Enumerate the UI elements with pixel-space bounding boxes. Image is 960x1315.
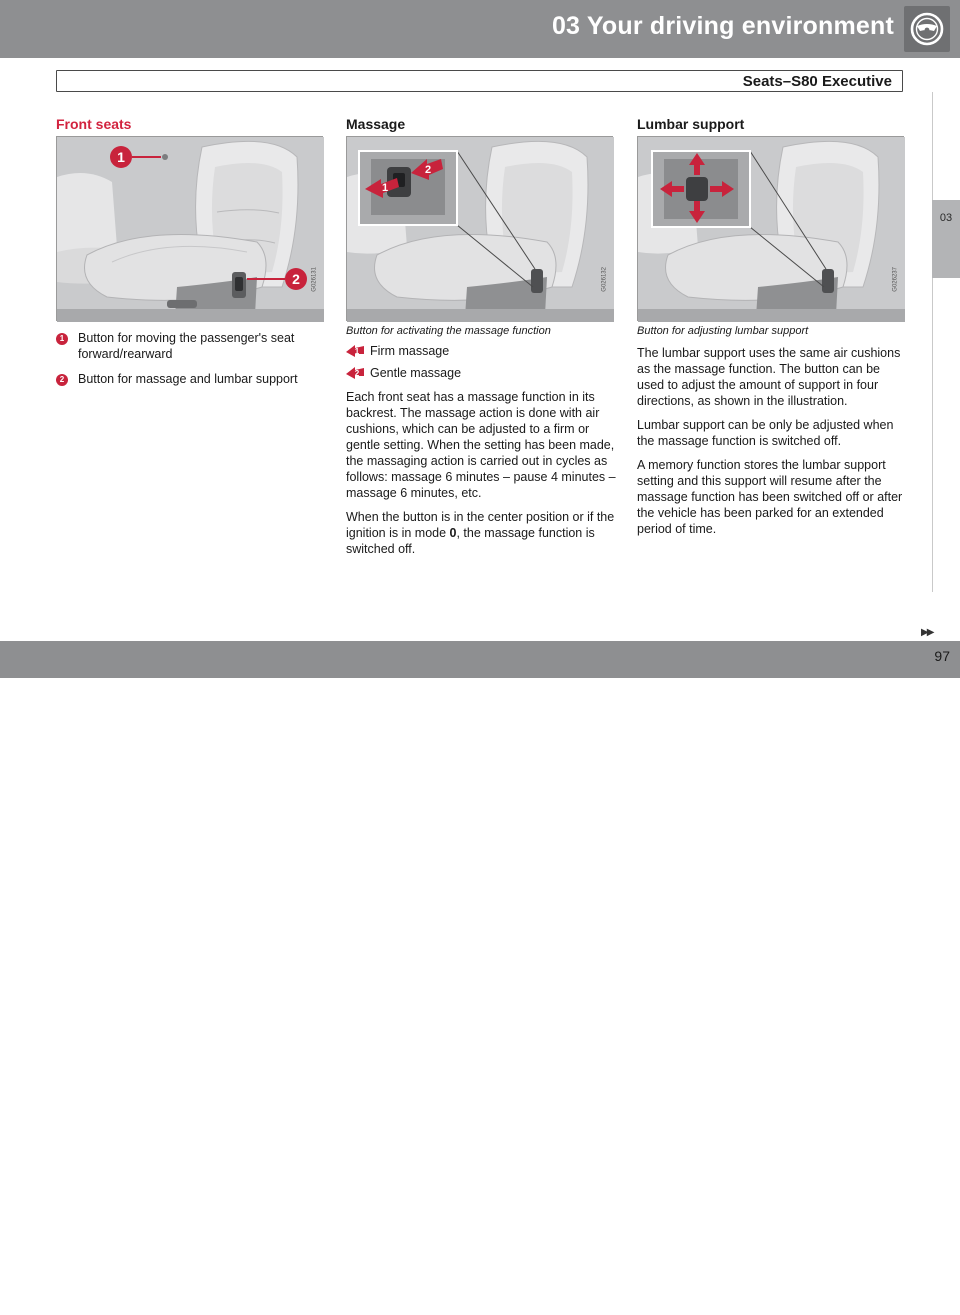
item-text: Gentle massage xyxy=(370,366,462,380)
arrow-badge-icon xyxy=(346,366,364,380)
list-item xyxy=(56,371,326,387)
page-number: 97 xyxy=(934,648,950,664)
item-text: Firm massage xyxy=(370,344,450,358)
section-frame xyxy=(56,70,903,92)
callout-1: 1 xyxy=(381,182,389,194)
massage-paragraph-1: Each front seat has a massage function in its backrest. The massage action is done with air cushions, which can be adjusted to a firm or gentle setting. When the setting has been made, the massaging action is carried out in cycles as follows: massage 6 minutes – pause 4 minutes – massage 6 minutes, etc. xyxy=(346,390,616,500)
list-item xyxy=(346,365,616,381)
lumbar-figure xyxy=(637,136,904,321)
lumbar-caption: Button for adjusting lumbar support xyxy=(637,325,809,337)
chapter-tab[interactable] xyxy=(932,200,960,278)
front-seats-figure xyxy=(56,136,323,321)
chapter-title: 03 Your driving environment xyxy=(551,12,894,40)
ignition-mode: 0 xyxy=(449,526,457,540)
lumbar-paragraph-3: A memory function stores the lumbar support setting and this support will resume after the massage function has been switched off or after the vehicle has been parked for an extended period of time. xyxy=(637,458,903,536)
lumbar-paragraph-2: Lumbar support can be only be adjusted when the massage function is switched off. xyxy=(637,418,894,448)
callout-2: 2 xyxy=(424,164,432,176)
massage-illustration xyxy=(347,137,614,322)
svg-text:2: 2 xyxy=(354,369,360,378)
svg-text:1: 1 xyxy=(354,347,360,356)
massage-column xyxy=(346,116,616,557)
figure-code: G026237 xyxy=(893,267,899,292)
front-seats-heading: Front seats xyxy=(56,116,132,132)
section-title: Seats–S80 Executive xyxy=(742,73,892,90)
massage-paragraph-2: When the button is in the center position or if the ignition is in mode 0, the massage function is switched off. xyxy=(346,510,615,556)
number-badge: 1 xyxy=(56,333,68,345)
massage-figure xyxy=(346,136,613,321)
next-page-icon[interactable]: ▶▶ xyxy=(921,627,933,638)
front-seat-illustration xyxy=(57,137,324,322)
callout-1: 1 xyxy=(117,149,125,165)
lumbar-heading: Lumbar support xyxy=(637,116,745,132)
side-divider xyxy=(932,92,933,592)
item-text: Button for massage and lumbar support xyxy=(78,372,298,386)
watermark: carmanualsonline.info xyxy=(432,1281,761,1314)
figure-code: G026131 xyxy=(312,267,318,292)
list-item xyxy=(56,330,326,362)
chapter-tab-label: 03 xyxy=(939,212,953,224)
item-text: Button for moving the passenger's seat forward/rearward xyxy=(78,331,295,361)
header-bar xyxy=(0,0,960,58)
footer-bar xyxy=(0,641,960,1314)
steering-wheel-icon xyxy=(904,6,950,52)
figure-code: G026132 xyxy=(602,267,608,292)
lumbar-paragraph-1: The lumbar support uses the same air cushions as the massage function. The button can be used to adjust the amount of support in four directions, as shown in the illustration. xyxy=(637,346,901,408)
list-item xyxy=(346,343,616,359)
front-seats-column xyxy=(56,116,326,387)
arrow-badge-icon xyxy=(346,344,364,358)
lumbar-column xyxy=(637,116,907,537)
massage-caption: Button for activating the massage function xyxy=(346,325,551,337)
number-badge: 2 xyxy=(56,374,68,386)
massage-heading: Massage xyxy=(346,116,406,132)
callout-2: 2 xyxy=(292,271,300,287)
lumbar-illustration xyxy=(638,137,905,322)
